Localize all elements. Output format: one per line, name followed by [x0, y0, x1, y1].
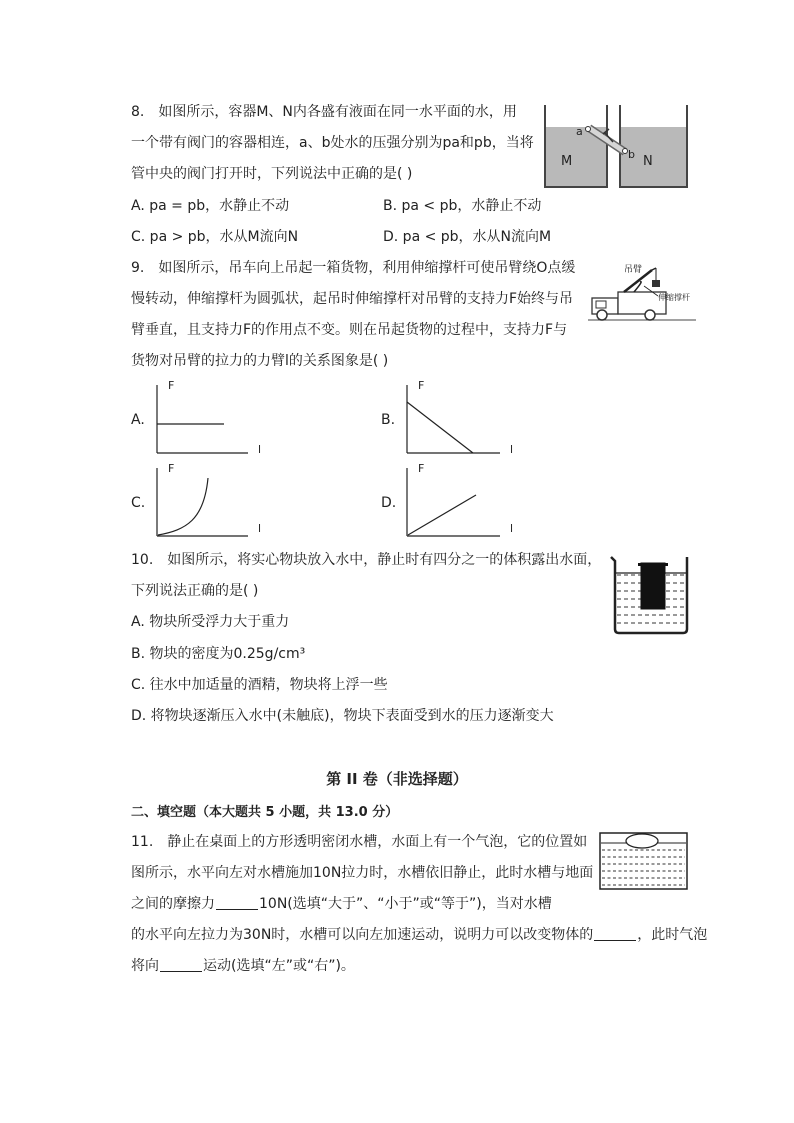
- q8-option-c: C. pa > pb，水从M流向N: [131, 229, 299, 245]
- q9-graph-a: [146, 377, 270, 459]
- q8-option-d: D. pa < pb，水从N流向M: [383, 229, 552, 245]
- q10-option-c: C. 往水中加适量的酒精，物块将上浮一些: [131, 677, 388, 693]
- q8-label-a: a: [576, 125, 583, 138]
- q9-label-rod: 伸缩撑杆: [658, 293, 690, 302]
- q9-option-b-label: B.: [381, 412, 396, 428]
- q11-line-3: [131, 894, 552, 914]
- q9-graph-b: [396, 377, 520, 459]
- q9-graph-c-x-label: l: [258, 522, 262, 535]
- q9-line-1: 9. 如图所示，吊车向上吊起一箱货物，利用伸缩撑杆可使吊臂绕O点缓: [131, 260, 576, 276]
- q8-label-m: M: [561, 154, 573, 169]
- q8-line-1: 8. 如图所示，容器M、N内各盛有液面在同一水平面的水，用: [131, 104, 517, 120]
- q11-line-2: 图所示，水平向左对水槽施加10N拉力时，水槽依旧静止，此时水槽与地面: [131, 865, 594, 881]
- q11-tank-figure: [598, 830, 690, 892]
- q8-label-n: N: [643, 154, 653, 169]
- q10-beaker-figure: [607, 553, 691, 635]
- section-fill-in: 二、填空题（本大题共 5 小题，共 13.0 分）: [131, 805, 399, 820]
- q9-graph-d-curve: [408, 495, 476, 535]
- q11-bubble: [626, 834, 658, 848]
- q9-graph-b-y-label: F: [418, 379, 425, 392]
- q8-option-a: A. pa = pb，水静止不动: [131, 198, 290, 214]
- q9-option-c-label: C.: [131, 495, 146, 511]
- q11-blank-3[interactable]: [160, 957, 202, 972]
- q9-option-a-label: A.: [131, 412, 145, 428]
- q10-line-2: 下列说法正确的是( ): [131, 583, 259, 599]
- q11-line-4: [131, 925, 707, 945]
- q9-line-3: 臂垂直，且支持力F的作用点不变。则在吊起货物的过程中，支持力F与: [131, 322, 568, 338]
- q8-container-figure: [543, 103, 691, 189]
- q9-line-2: 慢转动，伸缩撑杆为圆弧状，起吊时伸缩撑杆对吊臂的支持力F始终与吊: [131, 291, 574, 307]
- q10-option-d: D. 将物块逐渐压入水中(未触底)，物块下表面受到水的压力逐渐变大: [131, 708, 554, 724]
- q11-blank-1[interactable]: [216, 895, 258, 910]
- q9-graph-b-curve: [407, 402, 473, 453]
- q11-line-1: 11. 静止在桌面上的方形透明密闭水槽，水面上有一个气泡，它的位置如: [131, 834, 588, 850]
- q8-option-b: B. pa < pb，水静止不动: [383, 198, 542, 214]
- q9-crane-figure: [588, 262, 698, 324]
- q10-line-1: 10. 如图所示，将实心物块放入水中，静止时有四分之一的体积露出水面，: [131, 552, 602, 568]
- q11-line-5-text-a: 将向: [131, 958, 159, 974]
- q9-graph-c: [146, 460, 270, 542]
- q8-line-2: 一个带有阀门的容器相连，a、b处水的压强分别为pa和pb，当将: [131, 135, 534, 151]
- q9-graph-c-y-label: F: [168, 462, 175, 475]
- q9-graph-b-x-label: l: [510, 443, 514, 456]
- q9-line-4: 货物对吊臂的拉力的力臂l的关系图象是( ): [131, 353, 389, 369]
- q11-line-5-text-b: 运动(选填“左”或“右”)。: [203, 958, 355, 974]
- q10-option-a: A. 物块所受浮力大于重力: [131, 614, 290, 630]
- q11-line-4-text-b: ，此时气泡: [637, 927, 708, 943]
- q11-line-3-text-a: 之间的摩擦力: [131, 896, 215, 912]
- q9-graph-a-y-label: F: [168, 379, 175, 392]
- q9-graph-d-x-label: l: [510, 522, 514, 535]
- q10-option-b: B. 物块的密度为0.25g/cm³: [131, 646, 306, 662]
- part2-title: 第 II 卷（非选择题）: [326, 770, 468, 788]
- q9-graph-d-y-label: F: [418, 462, 425, 475]
- q9-graph-a-x-label: l: [258, 443, 262, 456]
- q11-blank-2[interactable]: [594, 926, 636, 941]
- q11-line-5: [131, 956, 355, 976]
- q9-label-arm: 吊臂: [624, 265, 643, 275]
- q8-line-3: 管中央的阀门打开时，下列说法中正确的是( ): [131, 166, 413, 182]
- q11-line-3-text-b: 10N(选填“大于”、“小于”或“等于”)，当对水槽: [259, 896, 552, 912]
- q11-line-4-text-a: 的水平向左拉力为30N时，水槽可以向左加速运动，说明力可以改变物体的: [131, 927, 594, 943]
- q9-option-d-label: D.: [381, 495, 397, 511]
- q9-graph-d: [396, 460, 520, 542]
- q9-graph-c-curve: [158, 478, 208, 535]
- q8-label-b: b: [628, 148, 635, 161]
